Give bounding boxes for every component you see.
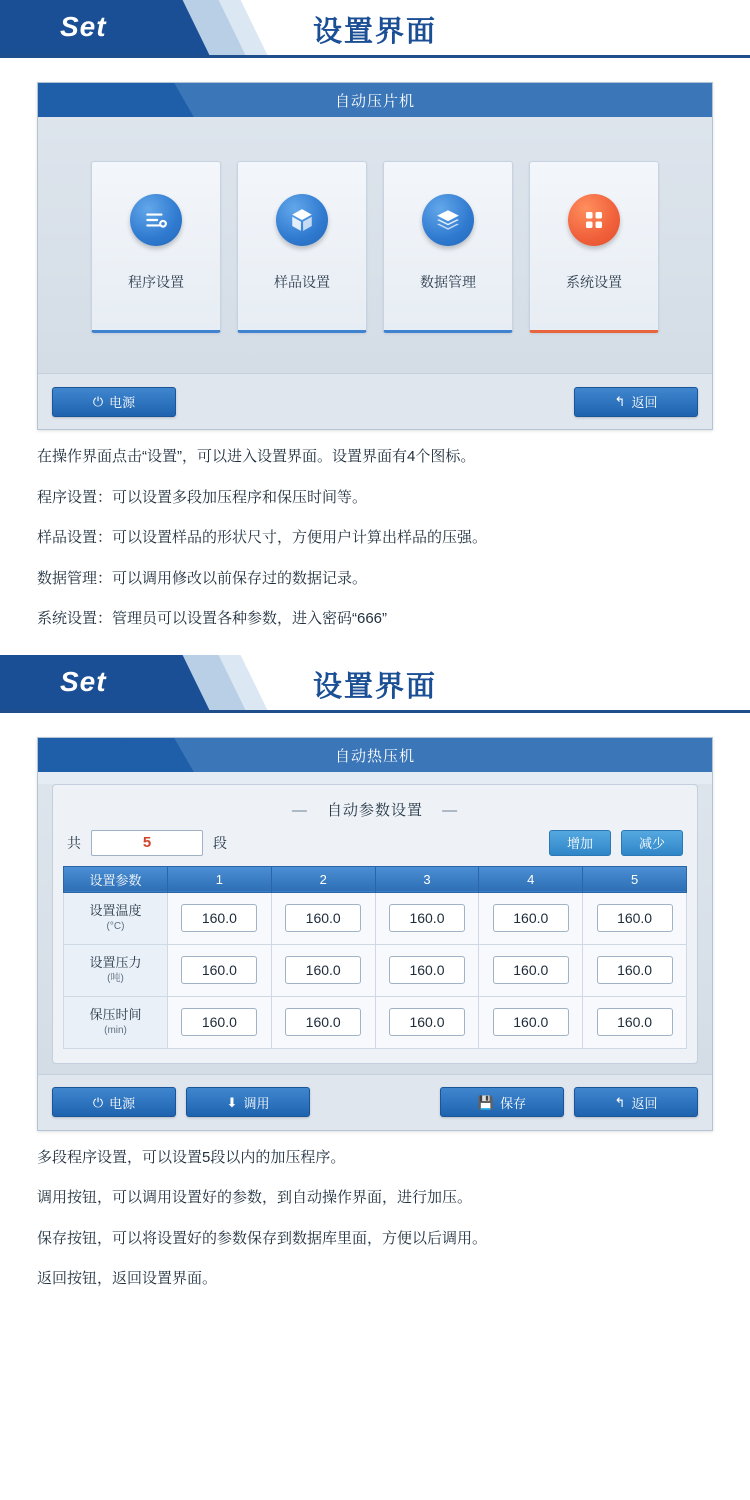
segment-count-input[interactable]: 5 xyxy=(91,830,203,856)
column-header-5: 5 xyxy=(583,866,687,892)
menu-card-data-management[interactable] xyxy=(383,161,513,333)
row-header-unit: (min) xyxy=(104,1024,127,1036)
temperature-input-4[interactable]: 160.0 xyxy=(493,904,569,932)
menu-card-label: 系统设置 xyxy=(566,274,622,290)
hold-time-input-4[interactable]: 160.0 xyxy=(493,1008,569,1036)
menu-card-label: 样品设置 xyxy=(274,274,330,290)
settings-list-icon xyxy=(130,194,182,246)
captions-1 xyxy=(37,430,713,655)
hold-time-input-2[interactable]: 160.0 xyxy=(285,1008,361,1036)
row-header-hold-time xyxy=(64,996,168,1048)
pressure-input-4[interactable]: 160.0 xyxy=(493,956,569,984)
table-cell xyxy=(583,944,687,996)
caption-line: 系统设置：管理员可以设置各种参数，进入密码“666” xyxy=(37,610,388,627)
column-header-4: 4 xyxy=(479,866,583,892)
back-arrow-icon: ↰ xyxy=(614,1094,626,1110)
back-button-label: 返回 xyxy=(631,395,658,410)
call-button[interactable] xyxy=(186,1087,310,1117)
device-footer-1 xyxy=(38,373,712,429)
section-header-2 xyxy=(0,655,750,713)
device-footer-2 xyxy=(38,1074,712,1130)
row-header-unit: (°C) xyxy=(106,920,125,932)
caption-line: 程序设置：可以设置多段加压程序和保压时间等。 xyxy=(37,488,368,506)
add-segment-button[interactable]: 增加 xyxy=(549,830,611,856)
table-header-row xyxy=(64,866,687,892)
pressure-input-3[interactable]: 160.0 xyxy=(389,956,465,984)
power-button-label: 电源 xyxy=(109,1095,136,1111)
temperature-input-1[interactable]: 160.0 xyxy=(181,904,257,932)
menu-card-label: 程序设置 xyxy=(128,274,184,290)
temperature-input-5[interactable]: 160.0 xyxy=(597,904,673,932)
hold-time-input-3[interactable]: 160.0 xyxy=(389,1008,465,1036)
table-cell xyxy=(271,892,375,944)
power-button[interactable] xyxy=(52,387,176,417)
menu-card-label: 数据管理 xyxy=(420,274,476,290)
save-icon: 💾 xyxy=(477,1094,495,1110)
table-row xyxy=(64,892,687,944)
caption-line: 多段程序设置，可以设置5段以内的加压程序。 xyxy=(37,1148,346,1166)
menu-card-system-settings[interactable] xyxy=(529,161,659,333)
captions-2 xyxy=(37,1131,713,1315)
header-set-word: Set xyxy=(60,11,107,42)
layers-icon xyxy=(422,194,474,246)
table-cell xyxy=(479,996,583,1048)
parameter-table xyxy=(63,866,687,1049)
device-title: 自动压片机 xyxy=(334,93,415,110)
column-header-1: 1 xyxy=(168,866,272,892)
device-title: 自动热压机 xyxy=(334,747,415,765)
table-cell xyxy=(375,944,479,996)
caption-line: 样品设置：可以设置样品的形状尺寸，方便用户计算出样品的压强。 xyxy=(37,529,488,546)
parameter-panel xyxy=(52,784,698,1064)
save-button-label: 保存 xyxy=(500,1095,527,1111)
download-icon: ⬇ xyxy=(226,1094,238,1110)
pressure-input-5[interactable]: 160.0 xyxy=(597,956,673,984)
table-cell xyxy=(168,944,272,996)
power-button[interactable] xyxy=(52,1087,176,1117)
back-button[interactable] xyxy=(574,387,698,417)
dash-left: — xyxy=(291,801,308,819)
segment-prefix-label: 共 xyxy=(67,834,81,851)
panel-subtitle-text: 自动参数设置 xyxy=(326,801,423,819)
grid-icon xyxy=(568,194,620,246)
menu-grid xyxy=(38,117,712,373)
hold-time-input-5[interactable]: 160.0 xyxy=(597,1008,673,1036)
page-title: 设置界面 xyxy=(312,670,437,703)
table-cell xyxy=(583,996,687,1048)
row-header-name: 设置温度 xyxy=(89,902,142,918)
table-row xyxy=(64,944,687,996)
back-button-label: 返回 xyxy=(631,1095,658,1111)
table-cell xyxy=(168,892,272,944)
device-titlebar-1 xyxy=(38,83,712,117)
table-cell xyxy=(479,892,583,944)
table-cell xyxy=(583,892,687,944)
caption-line: 调用按钮，可以调用设置好的参数，到自动操作界面，进行加压。 xyxy=(37,1189,473,1206)
device-body-1 xyxy=(38,117,712,429)
pressure-input-1[interactable]: 160.0 xyxy=(181,956,257,984)
back-arrow-icon: ↰ xyxy=(614,394,626,409)
save-button[interactable] xyxy=(440,1087,564,1117)
temperature-input-2[interactable]: 160.0 xyxy=(285,904,361,932)
menu-card-program-settings[interactable] xyxy=(91,161,221,333)
row-header-temperature xyxy=(64,892,168,944)
temperature-input-3[interactable]: 160.0 xyxy=(389,904,465,932)
column-header-3: 3 xyxy=(375,866,479,892)
row-header-name: 保压时间 xyxy=(89,1006,142,1022)
table-cell xyxy=(375,892,479,944)
caption-line: 数据管理：可以调用修改以前保存过的数据记录。 xyxy=(37,569,368,587)
call-button-label: 调用 xyxy=(243,1095,270,1111)
table-cell xyxy=(271,996,375,1048)
remove-segment-button[interactable]: 减少 xyxy=(621,830,683,856)
hold-time-input-1[interactable]: 160.0 xyxy=(181,1008,257,1036)
device-panel-1 xyxy=(37,82,713,430)
dash-right: — xyxy=(442,801,459,819)
table-cell xyxy=(375,996,479,1048)
device-titlebar-2 xyxy=(38,738,712,772)
segment-suffix-label: 段 xyxy=(213,834,227,851)
section-header-1 xyxy=(0,0,750,58)
segment-count-row xyxy=(63,830,687,866)
row-header-name: 设置压力 xyxy=(89,954,142,970)
header-set-word: Set xyxy=(60,665,107,697)
box-icon xyxy=(276,194,328,246)
row-header-pressure xyxy=(64,944,168,996)
caption-line: 返回按钮，返回设置界面。 xyxy=(37,1270,218,1287)
menu-card-sample-settings[interactable] xyxy=(237,161,367,333)
table-cell xyxy=(168,996,272,1048)
caption-line: 保存按钮，可以将设置好的参数保存到数据库里面，方便以后调用。 xyxy=(37,1229,488,1247)
column-header-param: 设置参数 xyxy=(64,866,168,892)
caption-line: 在操作界面点击“设置”，可以进入设置界面。设置界面有4个图标。 xyxy=(37,448,476,465)
table-cell xyxy=(271,944,375,996)
table-cell xyxy=(479,944,583,996)
pressure-input-2[interactable]: 160.0 xyxy=(285,956,361,984)
page-title: 设置界面 xyxy=(312,16,437,48)
column-header-2: 2 xyxy=(271,866,375,892)
device-panel-2 xyxy=(37,737,713,1131)
power-button-label: 电源 xyxy=(109,395,136,410)
device-body-2 xyxy=(38,784,712,1130)
power-icon: ⏻ xyxy=(92,394,104,409)
row-header-unit: (吨) xyxy=(107,972,124,984)
power-icon: ⏻ xyxy=(92,1094,104,1110)
panel-subtitle xyxy=(63,793,687,830)
table-row xyxy=(64,996,687,1048)
back-button[interactable] xyxy=(574,1087,698,1117)
